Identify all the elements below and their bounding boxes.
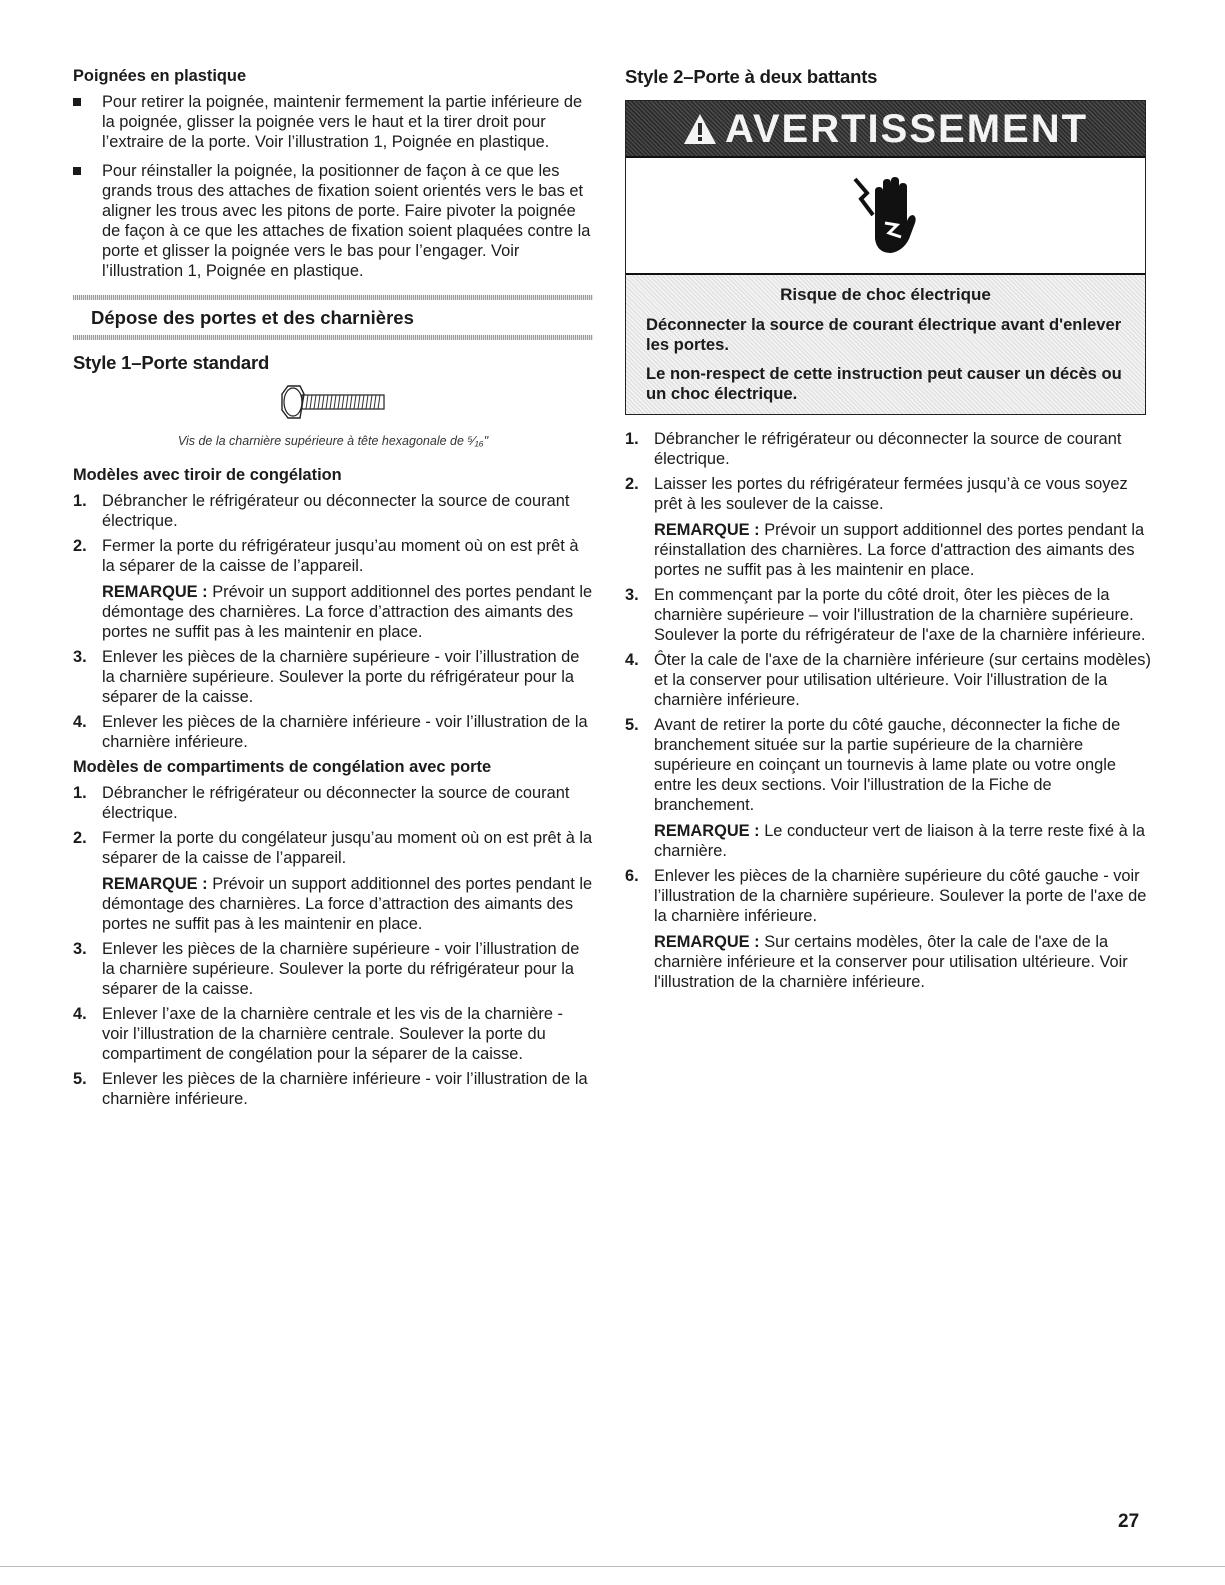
- step-number: 3.: [625, 586, 639, 604]
- step-text: Débrancher le réfrigérateur ou déconnecter la source de courant électrique.: [102, 492, 570, 530]
- page-edge-line: [0, 1566, 1225, 1567]
- warning-message: [626, 275, 1145, 414]
- door-models-heading: Modèles de compartiments de congélation avec porte: [73, 758, 492, 776]
- note-label: REMARQUE :: [102, 875, 208, 893]
- warning-risk-title: Risque de choc électrique: [780, 285, 991, 304]
- step-text: Enlever l’axe de la charnière centrale et les vis de la charnière - voir l’illustration de la charnière centrale. Soulever la porte du compartiment de congélation pour la séparer de la caisse.: [102, 1005, 563, 1063]
- step-number: 2.: [73, 537, 87, 555]
- plastic-handles-heading: Poignées en plastique: [73, 67, 247, 85]
- section-title: Dépose des portes et des charnières: [91, 307, 414, 328]
- step-text: Laisser les portes du réfrigérateur fermées jusqu’à ce vous soyez prêt à les soulever de la caisse.: [654, 475, 1128, 513]
- list-item: [73, 647, 593, 707]
- list-item: [625, 585, 1153, 645]
- list-item: [625, 715, 1153, 861]
- step-text: Enlever les pièces de la charnière supérieure - voir l’illustration de la charnière supérieure. Soulever la porte du réfrigérateur pour la séparer de la caisse.: [102, 648, 580, 706]
- section-header-bar: [73, 295, 593, 340]
- step-text: Enlever les pièces de la charnière inférieure - voir l’illustration de la charnière inférieure.: [102, 1070, 588, 1108]
- step-number: 4.: [73, 713, 87, 731]
- warning-banner: [626, 101, 1145, 156]
- note: [102, 582, 593, 642]
- step-number: 3.: [73, 648, 87, 666]
- stripe-divider: [73, 295, 593, 300]
- step-number: 3.: [73, 940, 87, 958]
- warning-triangle-icon: [683, 113, 717, 145]
- note-text: Prévoir un support additionnel des portes pendant le démontage des charnières. La force d’attraction des aimants des portes ne suffit pas à les maintenir en place.: [102, 875, 593, 933]
- step-text: Enlever les pièces de la charnière inférieure - voir l’illustration de la charnière inférieure.: [102, 713, 588, 751]
- list-item: [73, 1004, 593, 1064]
- list-item: [625, 650, 1153, 710]
- left-column: [73, 66, 593, 1114]
- note-label: REMARQUE :: [654, 933, 760, 951]
- step-number: 5.: [625, 716, 639, 734]
- style2-heading: Style 2–Porte à deux battants: [625, 66, 878, 87]
- style1-heading: Style 1–Porte standard: [73, 352, 270, 373]
- list-item: [625, 866, 1153, 992]
- step-number: 1.: [73, 784, 87, 802]
- step-number: 5.: [73, 1070, 87, 1088]
- step-text: Enlever les pièces de la charnière supérieure - voir l’illustration de la charnière supérieure. Soulever la porte du réfrigérateur pour la séparer de la caisse.: [102, 940, 580, 998]
- step-text: Enlever les pièces de la charnière supérieure du côté gauche - voir l’illustration de la charnière supérieure. Soulever la porte de l'axe de la charnière inférieure.: [654, 867, 1147, 925]
- page-number: 27: [1118, 1511, 1140, 1532]
- warning-text: Le non-respect de cette instruction peut causer un décès ou un choc électrique.: [646, 364, 1122, 403]
- electric-shock-hand-icon: [851, 171, 921, 261]
- plastic-handles-list: [73, 92, 593, 281]
- right-column: [625, 66, 1153, 997]
- door-models-steps: [73, 783, 593, 1109]
- step-text: Fermer la porte du congélateur jusqu’au moment où on est prêt à la séparer de la caisse de l’appareil.: [102, 829, 593, 867]
- step-text: Fermer la porte du réfrigérateur jusqu’au moment où on est prêt à la séparer de la caisse de l’appareil.: [102, 537, 579, 575]
- step-text: Débrancher le réfrigérateur ou déconnecter la source de courant électrique.: [654, 430, 1122, 468]
- note-label: REMARQUE :: [654, 521, 760, 539]
- list-item: [625, 474, 1153, 580]
- step-number: 4.: [73, 1005, 87, 1023]
- stripe-divider: [73, 335, 593, 340]
- list-item: [73, 828, 593, 934]
- shock-hazard-area: [626, 156, 1145, 275]
- warning-box: [625, 100, 1146, 415]
- note-label: REMARQUE :: [654, 822, 760, 840]
- step-text: Débrancher le réfrigérateur ou déconnecter la source de courant électrique.: [102, 784, 570, 822]
- note-text: Le conducteur vert de liaison à la terre reste fixé à la charnière.: [654, 822, 1146, 860]
- drawer-models-heading: Modèles avec tiroir de congélation: [73, 466, 342, 484]
- list-item: [73, 1069, 593, 1109]
- note: [102, 874, 593, 934]
- drawer-models-steps: [73, 491, 593, 752]
- note: [654, 520, 1153, 580]
- list-item: [73, 939, 593, 999]
- step-text: En commençant par la porte du côté droit, ôter les pièces de la charnière supérieure – voir l'illustration de la charnière supérieure. Soulever la porte du réfrigérateur de l'axe de la charnière inférieure.: [654, 586, 1146, 644]
- list-item: [625, 429, 1153, 469]
- warning-banner-text: AVERTISSEMENT: [724, 106, 1089, 151]
- list-item: [73, 712, 593, 752]
- list-item: [73, 783, 593, 823]
- step-text: Avant de retirer la porte du côté gauche, déconnecter la fiche de branchement située sur la partie supérieure de la charnière supérieure en coinçant un tournevis à lame plate ou votre ongle entre les deux sections. Voir l'illustration de la Fiche de branchement.: [654, 716, 1121, 814]
- step-number: 1.: [625, 430, 639, 448]
- step-text: Ôter la cale de l'axe de la charnière inférieure (sur certains modèles) et la conserver pour utilisation ultérieure. Voir l'illustration de la charnière inférieure.: [654, 651, 1151, 709]
- note-text: Prévoir un support additionnel des portes pendant le démontage des charnières. La force d’attraction des aimants des portes ne suffit pas à les maintenir en place.: [102, 583, 593, 641]
- style2-steps: [625, 429, 1153, 992]
- note: [654, 932, 1153, 992]
- step-number: 6.: [625, 867, 639, 885]
- note-text: Prévoir un support additionnel des portes pendant la réinstallation des charnières. La force d'attraction des aimants des portes ne suffit pas à les maintenir en place.: [654, 521, 1145, 579]
- hex-bolt-illustration: [73, 382, 593, 427]
- list-item: Pour réinstaller la poignée, la positionner de façon à ce que les grands trous des attaches de fixation soient orientés vers le bas et aligner les trous avec les pitons de porte. Faire pivoter la poignée de façon à ce que les attaches de fixation soient plaquées contre la porte et glisser la poignée vers le bas pour l’engager. Voir l’illustration 1, Poignée en plastique.: [73, 161, 593, 281]
- note-text: Sur certains modèles, ôter la cale de l'axe de la charnière inférieure et la conserver pour utilisation ultérieure. Voir l'illustration de la charnière inférieure.: [654, 933, 1128, 991]
- list-item: Pour retirer la poignée, maintenir fermement la partie inférieure de la poignée, glisser la poignée vers le haut et la tirer droit pour l’extraire de la porte. Voir l’illustration 1, Poignée en plastique.: [73, 92, 593, 152]
- step-number: 2.: [73, 829, 87, 847]
- step-number: 2.: [625, 475, 639, 493]
- note: [654, 821, 1153, 861]
- warning-text: Déconnecter la source de courant électrique avant d'enlever les portes.: [646, 315, 1122, 354]
- step-number: 4.: [625, 651, 639, 669]
- step-number: 1.: [73, 492, 87, 510]
- note-label: REMARQUE :: [102, 583, 208, 601]
- hex-bolt-icon: [278, 382, 388, 422]
- list-item: [73, 536, 593, 642]
- list-item: [73, 491, 593, 531]
- bolt-caption: Vis de la charnière supérieure à tête hexagonale de ⁵⁄₁₆": [177, 434, 489, 448]
